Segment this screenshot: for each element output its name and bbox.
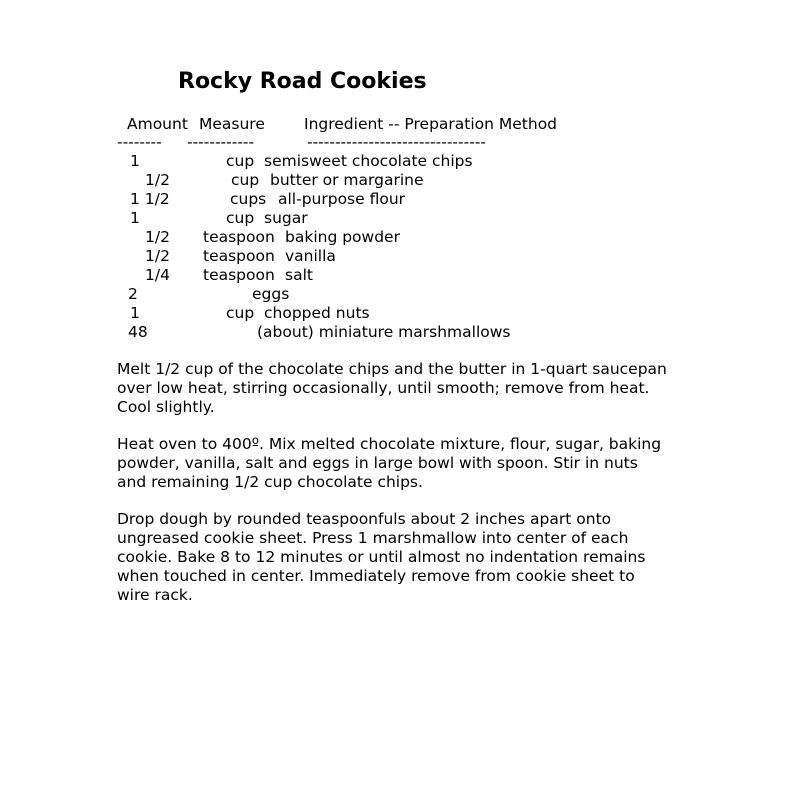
ingredient-measure: cup: [226, 209, 255, 227]
ingredient-amount: 1/2: [145, 247, 170, 265]
direction-paragraph: [117, 510, 677, 605]
ingredient-amount: 1: [130, 152, 140, 170]
ingredient-amount: 1/2: [145, 228, 170, 246]
amount-divider: --------: [117, 133, 162, 151]
ingredient-measure: cup: [226, 152, 255, 170]
direction-line: ungreased cookie sheet. Press 1 marshmallow into center of each: [117, 529, 629, 547]
direction-line: over low heat, stirring occasionally, until smooth; remove from heat.: [117, 379, 650, 397]
direction-line: Heat oven to 400º. Mix melted chocolate mixture, flour, sugar, baking: [117, 435, 662, 453]
ingredient-name: vanilla: [285, 247, 336, 265]
direction-line: and remaining 1/2 cup chocolate chips.: [117, 473, 423, 491]
direction-paragraph: [117, 435, 677, 492]
direction-line: Melt 1/2 cup of the chocolate chips and the butter in 1-quart saucepan: [117, 360, 667, 378]
amount-header: Amount: [127, 115, 188, 133]
ingredient-name: chopped nuts: [264, 304, 370, 322]
ingredient-name: baking powder: [285, 228, 400, 246]
ingredient-header: Ingredient -- Preparation Method: [304, 115, 558, 133]
direction-line: when touched in center. Immediately remove from cookie sheet to: [117, 567, 635, 585]
ingredient-measure: teaspoon: [203, 228, 275, 246]
ingredient-amount: 48: [128, 323, 148, 341]
ingredient-name: salt: [285, 266, 313, 284]
ingredient-name: eggs: [252, 285, 290, 303]
ingredient-name: (about) miniature marshmallows: [257, 323, 511, 341]
measure-header: Measure: [199, 115, 265, 133]
recipe-title: Rocky Road Cookies: [178, 69, 427, 94]
ingredient-name: semisweet chocolate chips: [264, 152, 473, 170]
ingredient-amount: 1: [130, 304, 140, 322]
ingredient-divider: --------------------------------: [307, 133, 486, 151]
ingredient-amount: 1/4: [145, 266, 170, 284]
ingredient-amount: 2: [128, 285, 138, 303]
direction-line: wire rack.: [117, 586, 193, 604]
ingredient-name: all-purpose flour: [278, 190, 406, 208]
ingredient-name: butter or margarine: [270, 171, 424, 189]
direction-line: Cool slightly.: [117, 398, 215, 416]
ingredient-measure: cups: [230, 190, 267, 208]
direction-line: powder, vanilla, salt and eggs in large bowl with spoon. Stir in nuts: [117, 454, 638, 472]
ingredient-amount: 1: [130, 209, 140, 227]
ingredient-measure: teaspoon: [203, 247, 275, 265]
ingredient-measure: cup: [226, 304, 255, 322]
direction-paragraph: [117, 360, 677, 417]
direction-line: cookie. Bake 8 to 12 minutes or until almost no indentation remains: [117, 548, 646, 566]
ingredient-measure: teaspoon: [203, 266, 275, 284]
direction-line: Drop dough by rounded teaspoonfuls about 2 inches apart onto: [117, 510, 612, 528]
ingredient-measure: cup: [231, 171, 260, 189]
ingredient-name: sugar: [264, 209, 308, 227]
ingredient-amount: 1 1/2: [130, 190, 170, 208]
ingredient-amount: 1/2: [145, 171, 170, 189]
measure-divider: ------------: [187, 133, 255, 151]
